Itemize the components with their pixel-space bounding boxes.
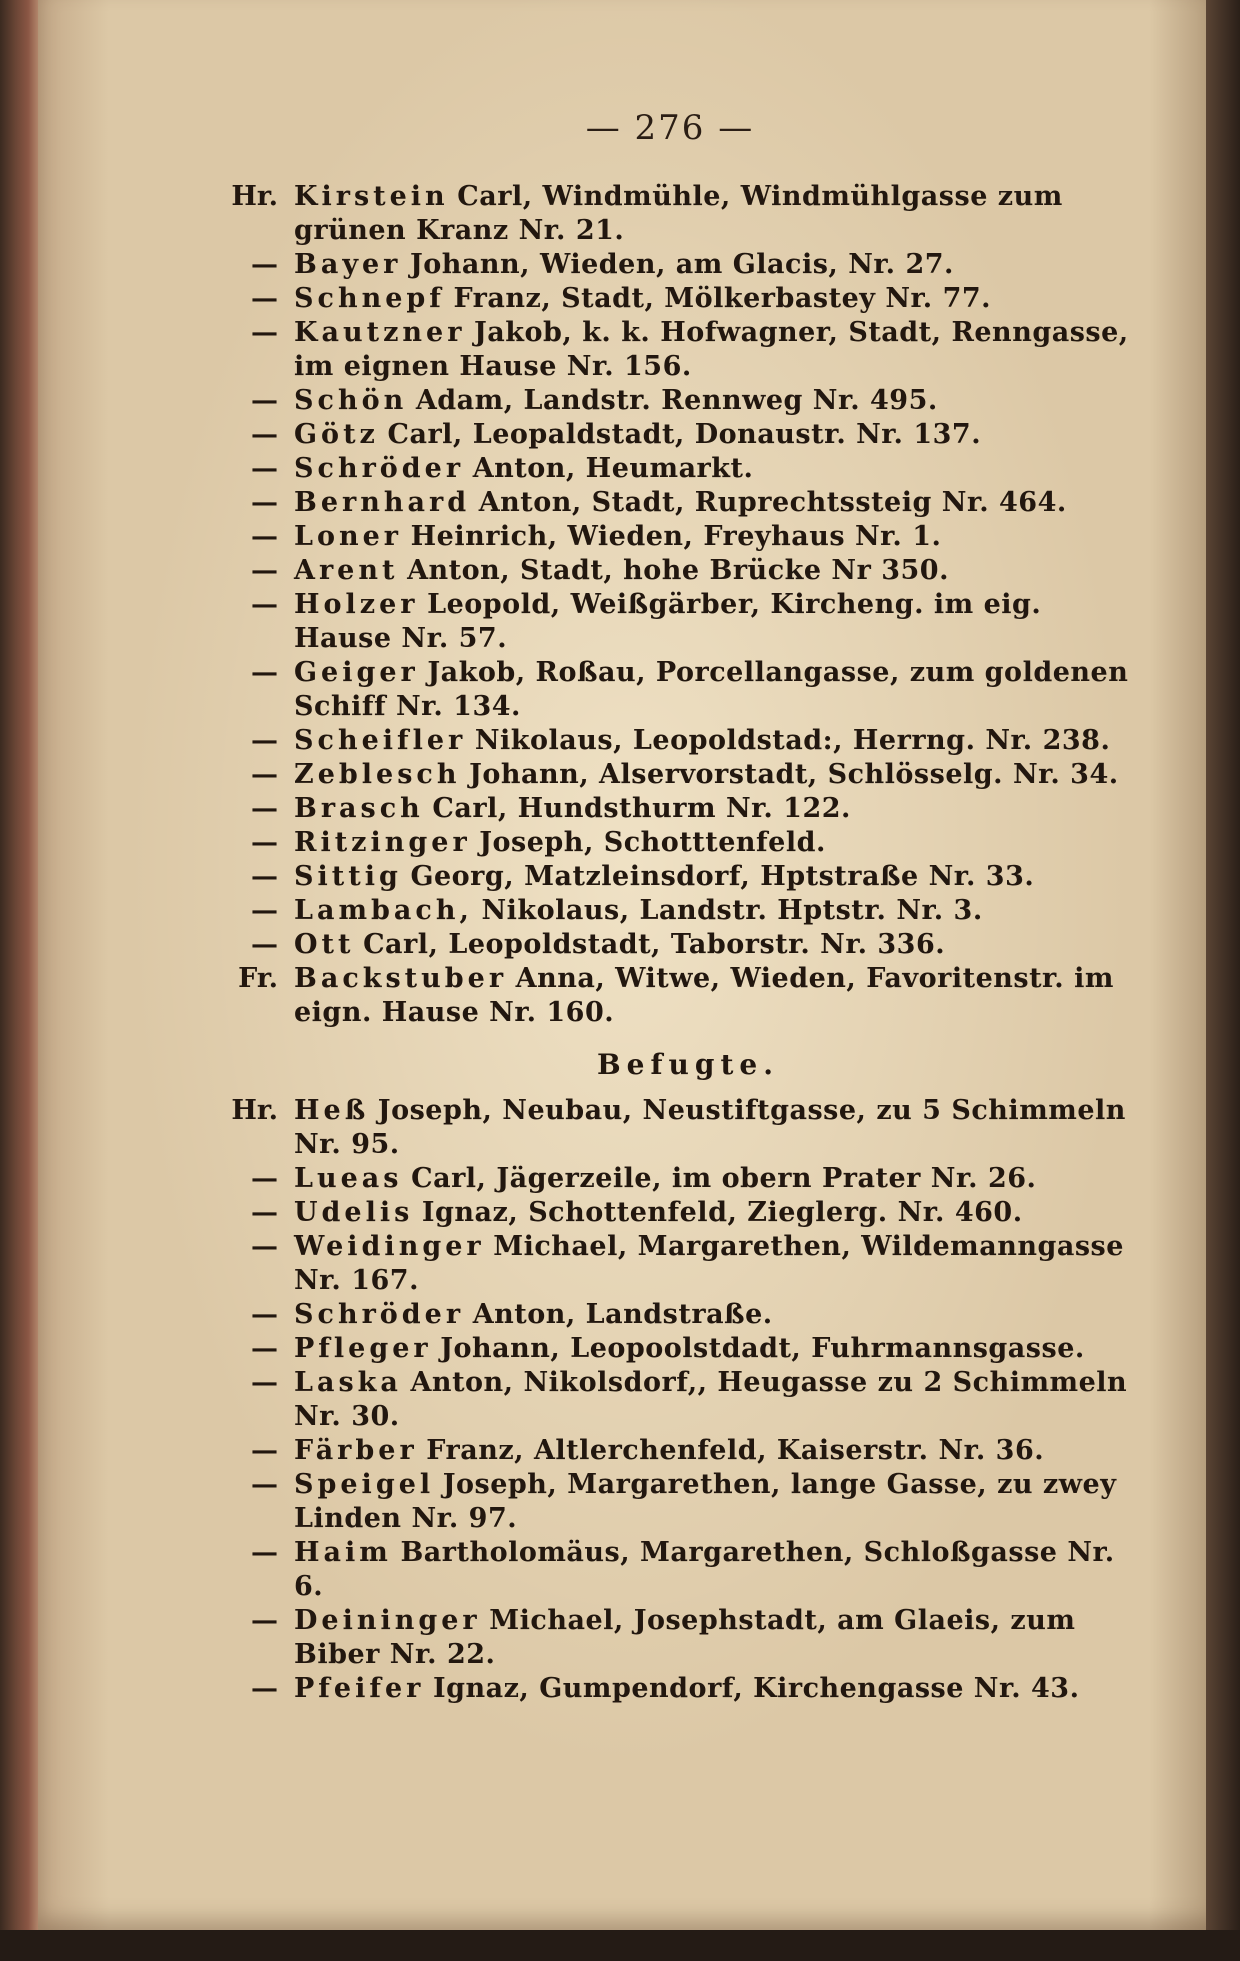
entry-details: Ignaz, Schottenfeld, Zieglerg. Nr. 460. [421, 1197, 1023, 1228]
entry-surname: Sittig [294, 861, 402, 892]
entry-prefix: — [251, 1435, 278, 1466]
page-bottom-shadow [0, 1930, 1240, 1961]
entry-details: Nikolaus, Landstr. Hptstr. Nr. 3. [481, 895, 983, 926]
entries-list-main [178, 180, 1138, 1030]
entry-prefix: — [251, 521, 278, 552]
entry-details: Anton, Nikolsdorf,, Heugasse zu 2 Schimmeln Nr. 30. [294, 1367, 1128, 1432]
directory-entry [178, 180, 1138, 248]
entry-surname: Laska [294, 1367, 402, 1398]
directory-entry [178, 724, 1138, 758]
entry-prefix: — [251, 419, 278, 450]
entry-details: Anton, Heumarkt. [472, 453, 754, 484]
book-spine-edge [0, 0, 40, 1961]
entry-details: Johann, Alservorstadt, Schlösselg. Nr. 34. [469, 759, 1119, 790]
directory-entry [178, 1604, 1138, 1672]
entry-prefix: — [251, 453, 278, 484]
directory-entry [178, 384, 1138, 418]
entry-prefix: — [251, 895, 278, 926]
entry-prefix: — [251, 861, 278, 892]
entry-details: Johann, Leopoolstdadt, Fuhrmannsgasse. [440, 1333, 1085, 1364]
entry-details: Joseph, Neubau, Neustiftgasse, zu 5 Schimmeln Nr. 95. [294, 1095, 1126, 1160]
entry-surname: Weidinger [294, 1231, 485, 1262]
entry-prefix: — [251, 317, 278, 348]
entry-details: Anton, Landstraße. [472, 1299, 773, 1330]
entry-surname: Backstuber [294, 963, 508, 994]
directory-entry [178, 452, 1138, 486]
entry-prefix: — [251, 249, 278, 280]
directory-entry [178, 1298, 1138, 1332]
entry-surname: Pfleger [294, 1333, 432, 1364]
entry-details: Anton, Stadt, Ruprechtssteig Nr. 464. [478, 487, 1067, 518]
entry-surname: Loner [294, 521, 403, 552]
entry-surname: Kirstein [294, 181, 449, 212]
entry-details: Franz, Stadt, Mölkerbastey Nr. 77. [453, 283, 992, 314]
entry-surname: Ott [294, 929, 355, 960]
entry-prefix: — [251, 827, 278, 858]
entry-surname: Haim [294, 1537, 392, 1568]
entry-prefix: — [251, 1197, 278, 1228]
entry-prefix: Hr. [231, 181, 278, 212]
entry-surname: Schröder [294, 1299, 465, 1330]
entry-surname: Holzer [294, 589, 419, 620]
entry-prefix: — [251, 657, 278, 688]
entry-details: Michael, Margarethen, Wildemanngasse Nr. 167. [294, 1231, 1124, 1296]
entry-prefix: — [251, 1333, 278, 1364]
entry-prefix: — [251, 283, 278, 314]
directory-entry [178, 1094, 1138, 1162]
entry-prefix: — [251, 589, 278, 620]
entry-details: Johann, Wieden, am Glacis, Nr. 27. [410, 249, 954, 280]
entry-surname: Speigel [294, 1469, 435, 1500]
directory-entry [178, 928, 1138, 962]
entry-prefix: — [251, 725, 278, 756]
entry-prefix: — [251, 929, 278, 960]
entry-details: Joseph, Schotttenfeld. [479, 827, 826, 858]
entry-details: Anton, Stadt, hohe Brücke Nr 350. [407, 555, 949, 586]
entry-prefix: — [251, 1605, 278, 1636]
directory-entry [178, 962, 1138, 1030]
entry-details: Carl, Hundsthurm Nr. 122. [432, 793, 851, 824]
entry-details: Carl, Windmühle, Windmühlgasse zum grünen Kranz Nr. 21. [294, 181, 1063, 246]
entry-surname: Heß [294, 1095, 370, 1126]
directory-entry [178, 1230, 1138, 1298]
entry-details: Ignaz, Gumpendorf, Kirchengasse Nr. 43. [432, 1673, 1080, 1704]
entry-details: Bartholomäus, Margarethen, Schloßgasse Nr. 6. [294, 1537, 1115, 1602]
directory-entry [178, 1332, 1138, 1366]
page-number-header: — 276 — [585, 108, 755, 148]
entry-surname: Zeblesch [294, 759, 461, 790]
directory-entry [178, 1468, 1138, 1536]
entry-prefix: — [251, 487, 278, 518]
directory-entry [178, 792, 1138, 826]
entry-prefix: — [251, 1299, 278, 1330]
directory-entry [178, 418, 1138, 452]
entry-prefix: — [251, 1469, 278, 1500]
entry-details: Carl, Leopoldstadt, Taborstr. Nr. 336. [363, 929, 946, 960]
directory-entry [178, 1536, 1138, 1604]
entry-details: Adam, Landstr. Rennweg Nr. 495. [415, 385, 938, 416]
entry-surname: Lueas [294, 1163, 403, 1194]
entry-surname: Udelis [294, 1197, 414, 1228]
directory-entry [178, 248, 1138, 282]
entry-surname: Götz [294, 419, 379, 450]
entry-surname: Kautzner [294, 317, 466, 348]
directory-entry [178, 1366, 1138, 1434]
entry-surname: Deininger [294, 1605, 481, 1636]
entry-prefix: — [251, 759, 278, 790]
entry-prefix: — [251, 793, 278, 824]
directory-entry [178, 894, 1138, 928]
directory-entry [178, 860, 1138, 894]
entry-prefix: Hr. [231, 1095, 278, 1126]
section-heading: Befugte. [597, 1048, 779, 1081]
entry-prefix: — [251, 1537, 278, 1568]
entry-details: Jakob, Roßau, Porcellangasse, zum goldenen Schiff Nr. 134. [294, 657, 1129, 722]
entry-details: Franz, Altlerchenfeld, Kaiserstr. Nr. 36. [426, 1435, 1045, 1466]
directory-entry [178, 1162, 1138, 1196]
entry-prefix: Fr. [238, 963, 278, 994]
entry-prefix: — [251, 385, 278, 416]
entry-surname: Pfeifer [294, 1673, 425, 1704]
directory-entry [178, 826, 1138, 860]
directory-entry [178, 1434, 1138, 1468]
entry-surname: Schröder [294, 453, 465, 484]
entry-surname: Bayer [294, 249, 402, 280]
entry-details: Heinrich, Wieden, Freyhaus Nr. 1. [410, 521, 942, 552]
entry-prefix: — [251, 555, 278, 586]
entry-prefix: — [251, 1163, 278, 1194]
entry-details: Nikolaus, Leopoldstad:, Herrng. Nr. 238. [474, 725, 1111, 756]
entry-prefix: — [251, 1367, 278, 1398]
directory-entry [178, 656, 1138, 724]
entry-prefix: — [251, 1673, 278, 1704]
entry-details: Jakob, k. k. Hofwagner, Stadt, Renngasse, im eignen Hause Nr. 156. [294, 317, 1129, 382]
entry-surname: Schön [294, 385, 408, 416]
entry-prefix: — [251, 1231, 278, 1262]
directory-entry [178, 588, 1138, 656]
entry-surname: Brasch [294, 793, 424, 824]
directory-list [178, 180, 1138, 1706]
entry-surname: Ritzinger [294, 827, 471, 858]
entry-details: Joseph, Margarethen, lange Gasse, zu zwey Linden Nr. 97. [294, 1469, 1117, 1534]
entries-list-befugte [178, 1094, 1138, 1706]
directory-entry [178, 758, 1138, 792]
directory-entry [178, 554, 1138, 588]
entry-details: Leopold, Weißgärber, Kircheng. im eig. Hause Nr. 57. [294, 589, 1042, 654]
page-right-shadow [1206, 0, 1240, 1961]
entry-surname: Bernhard [294, 487, 471, 518]
entry-surname: Geiger [294, 657, 419, 688]
entry-surname: Färber [294, 1435, 418, 1466]
directory-entry [178, 282, 1138, 316]
entry-details: Michael, Josephstadt, am Glaeis, zum Biber Nr. 22. [294, 1605, 1076, 1670]
entry-surname: Lambach, [294, 895, 473, 926]
directory-entry [178, 486, 1138, 520]
entry-details: Carl, Jägerzeile, im obern Prater Nr. 26. [411, 1163, 1037, 1194]
entry-surname: Scheifler [294, 725, 467, 756]
entry-surname: Schnepf [294, 283, 445, 314]
entry-surname: Arent [294, 555, 399, 586]
entry-details: Anna, Witwe, Wieden, Favoritenstr. im eign. Hause Nr. 160. [294, 963, 1114, 1028]
directory-entry [178, 520, 1138, 554]
entry-details: Carl, Leopaldstadt, Donaustr. Nr. 137. [387, 419, 982, 450]
directory-entry [178, 1196, 1138, 1230]
entry-details: Georg, Matzleinsdorf, Hptstraße Nr. 33. [410, 861, 1035, 892]
directory-entry [178, 1672, 1138, 1706]
directory-entry [178, 316, 1138, 384]
